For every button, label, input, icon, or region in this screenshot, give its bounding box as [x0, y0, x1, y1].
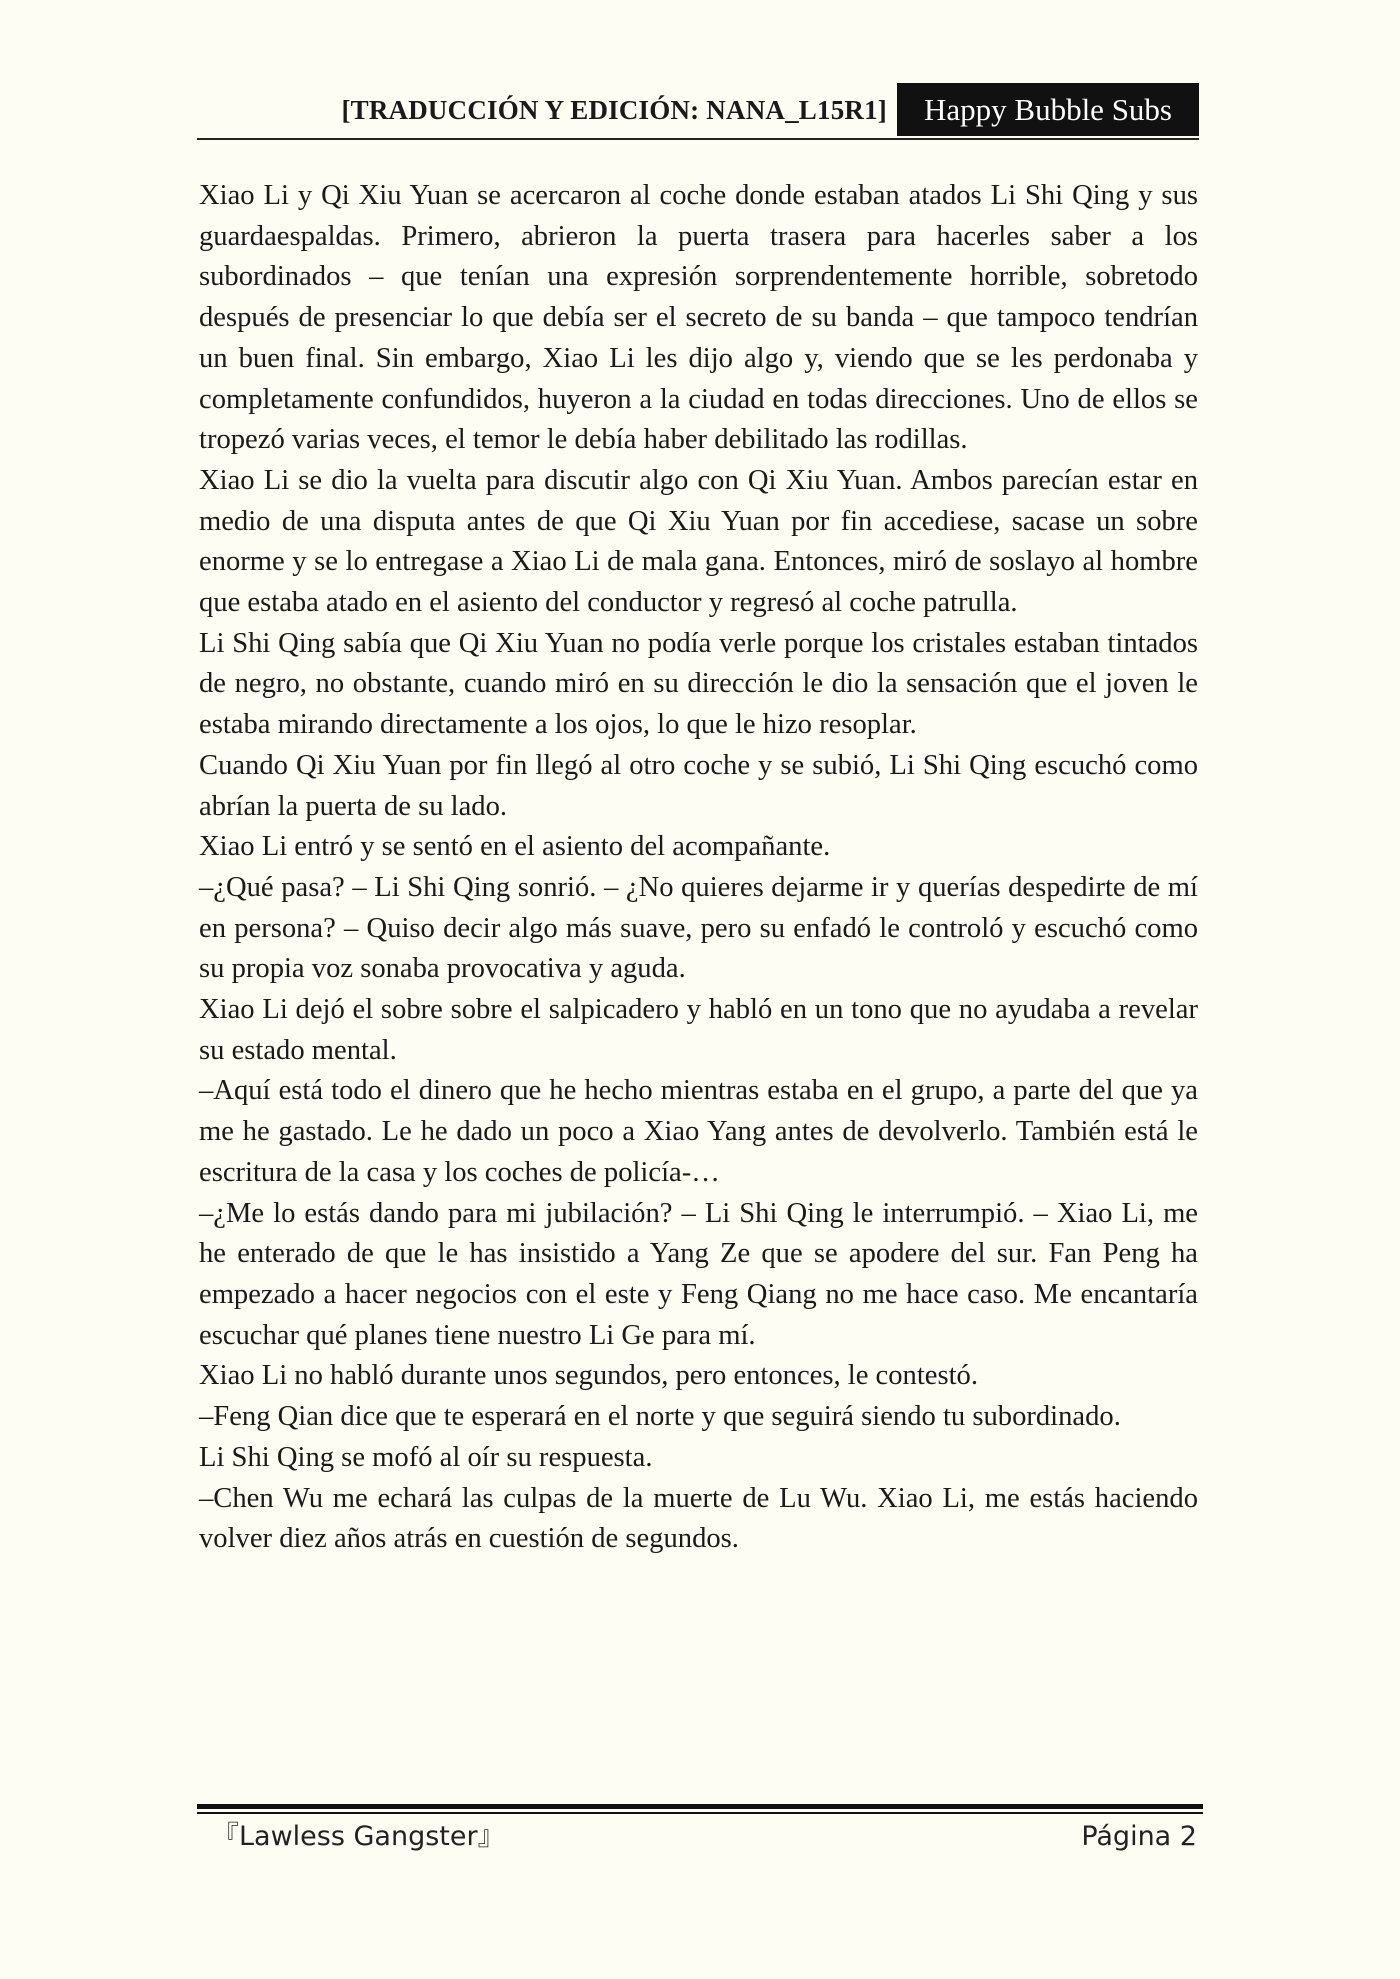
paragraph: Xiao Li no habló durante unos segundos, pero entonces, le contestó. [199, 1360, 978, 1392]
group-brand-label: Happy Bubble Subs [897, 83, 1199, 136]
footer-divider-thick [197, 1804, 1203, 1809]
translation-credit: [TRADUCCIÓN Y EDICIÓN: NANA_L15R1] [341, 95, 887, 125]
paragraph: –Chen Wu me echará las culpas de la muerte de Lu Wu. Xiao Li, me estás haciendo volver diez años atrás en cuestión de segundos. [199, 1482, 1198, 1555]
paragraph: Xiao Li se dio la vuelta para discutir algo con Qi Xiu Yuan. Ambos parecían estar en medio de una disputa antes de que Qi Xiu Yuan por fin accediese, sacase un sobre enorme y se lo entregase a Xiao Li de mala gana. Entonces, miró de soslayo al hombre que estaba atado en el asiento del conductor y regresó al coche patrulla. [199, 464, 1198, 619]
paragraph: Li Shi Qing se mofó al oír su respuesta. [199, 1441, 653, 1473]
paragraph: –¿Me lo estás dando para mi jubilación? – Li Shi Qing le interrumpió. – Xiao Li, me he enterado de que le has insistido a Yang Ze que se apodere del sur. Fan Peng ha empezado a hacer negocios con el este y Feng Qiang no me hace caso. Me encantaría escuchar qué planes tiene nuestro Li Ge para mí. [199, 1197, 1198, 1351]
paragraph: Xiao Li entró y se sentó en el asiento del acompañante. [199, 831, 831, 863]
paragraph: –Feng Qian dice que te esperará en el norte y que seguirá siendo tu subordinado. [199, 1401, 1121, 1433]
paragraph: –Aquí está todo el dinero que he hecho mientras estaba en el grupo, a parte del que ya me he gastado. Le he dado un poco a Xiao Yang antes de devolverlo. También está le escritura de la casa y los coches de policía-… [199, 1075, 1198, 1188]
paragraph: –¿Qué pasa? – Li Shi Qing sonrió. – ¿No quieres dejarme ir y querías despedirte de mí en persona? – Quiso decir algo más suave, pero su enfadó le controló y escuchó como su propia voz sonaba provocativa y aguda. [199, 871, 1198, 985]
page-header [197, 83, 1199, 140]
paragraph: Xiao Li y Qi Xiu Yuan se acercaron al coche donde estaban atados Li Shi Qing y sus guardaespaldas. Primero, abrieron la puerta trasera para hacerles saber a los subordinados – que tenían una expresión sorprendentemente horrible, sobretodo después de presenciar lo que debía ser el secreto de su banda – que tampoco tendrían un buen final. Sin embargo, Xiao Li les dijo algo y, viendo que se les perdonaba y completamente confundidos, huyeron a la ciudad en todas direcciones. Uno de ellos se tropezó varias veces, el temor le debía haber debilitado las rodillas. [199, 180, 1198, 456]
footer-divider-thin [197, 1812, 1203, 1814]
footer-book-title: 『Lawless Gangster』 [212, 1821, 505, 1852]
paragraph: Cuando Qi Xiu Yuan por fin llegó al otro coche y se subió, Li Shi Qing escuchó como abrían la puerta de su lado. [199, 749, 1198, 822]
footer-page-number: Página 2 [1081, 1821, 1197, 1852]
document-body [199, 176, 1198, 1560]
paragraph: Xiao Li dejó el sobre sobre el salpicadero y habló en un tono que no ayudaba a revelar su estado mental. [199, 994, 1198, 1066]
paragraph: Li Shi Qing sabía que Qi Xiu Yuan no podía verle porque los cristales estaban tintados de negro, no obstante, cuando miró en su dirección le dio la sensación que el joven le estaba mirando directamente a los ojos, lo que le hizo resoplar. [199, 627, 1198, 741]
